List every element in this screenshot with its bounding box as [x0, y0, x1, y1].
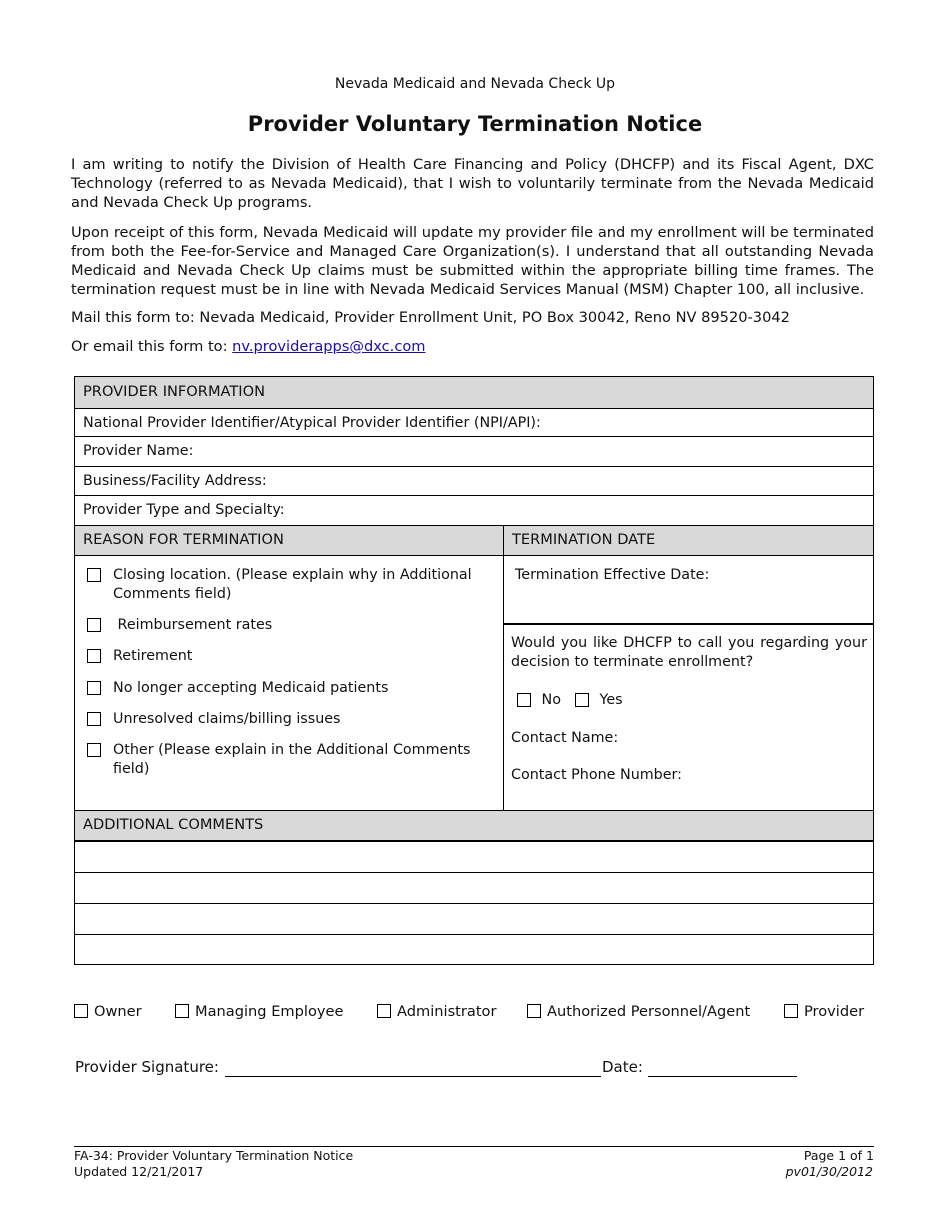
intro-paragraph-1: I am writing to notify the Division of Health Care Financing and Policy (DHCFP) and its Fiscal Agent, DXC Technology (referred to as Nevada Medicaid), that I wish to voluntarily terminate from the Nevada Medicaid and Nevada Check Up programs. [71, 156, 874, 211]
termination-date-heading: TERMINATION DATE [504, 526, 873, 555]
provider-name-field[interactable]: Provider Name: [83, 443, 194, 459]
checkbox[interactable] [517, 693, 531, 707]
checkbox[interactable] [87, 568, 101, 582]
comments-heading: ADDITIONAL COMMENTS [75, 811, 873, 840]
reason-heading: REASON FOR TERMINATION [75, 526, 503, 555]
checkbox[interactable] [87, 712, 101, 726]
version-code: pv01/30/2012 [785, 1164, 873, 1179]
call-option-yes[interactable]: Yes [575, 691, 623, 710]
email-instructions [71, 338, 426, 355]
role-provider[interactable]: Provider [784, 1003, 864, 1020]
call-option-no[interactable]: No [517, 691, 561, 710]
termination-form [74, 376, 874, 965]
provider-info-heading: PROVIDER INFORMATION [75, 377, 873, 408]
email-label: Or email this form to: [71, 338, 233, 355]
contact-phone-field[interactable]: Contact Phone Number: [511, 767, 682, 783]
checkbox[interactable] [784, 1004, 798, 1018]
call-question: Would you like DHCFP to call you regarding your decision to terminate enrollment? [511, 635, 867, 670]
contact-name-field[interactable]: Contact Name: [511, 730, 619, 746]
updated-date: Updated 12/21/2017 [74, 1164, 204, 1179]
provider-type-field[interactable]: Provider Type and Specialty: [83, 502, 285, 518]
signature-line[interactable] [225, 1076, 601, 1077]
mail-instructions: Mail this form to: Nevada Medicaid, Provider Enrollment Unit, PO Box 30042, Reno NV 89520-3042 [71, 309, 790, 326]
page-number: Page 1 of 1 [803, 1148, 874, 1163]
checkbox[interactable] [175, 1004, 189, 1018]
checkbox[interactable] [87, 649, 101, 663]
role-authorized-personnel[interactable]: Authorized Personnel/Agent [527, 1003, 750, 1020]
reason-option-other[interactable]: Other (Please explain in the Additional Comments field) [87, 741, 483, 779]
comment-line[interactable] [75, 935, 873, 964]
reason-option-no-medicaid[interactable]: No longer accepting Medicaid patients [87, 679, 483, 698]
page-title: Provider Voluntary Termination Notice [247, 112, 703, 136]
reason-option-closing-location[interactable]: Closing location. (Please explain why in Additional Comments field) [87, 566, 483, 604]
comment-line[interactable] [75, 873, 873, 903]
date-line[interactable] [648, 1076, 797, 1077]
comment-line[interactable] [75, 842, 873, 872]
reason-option-unresolved-claims[interactable]: Unresolved claims/billing issues [87, 710, 483, 729]
date-label: Date: [602, 1058, 643, 1076]
reason-option-retirement[interactable]: Retirement [87, 647, 483, 666]
checkbox[interactable] [87, 618, 101, 632]
comment-line[interactable] [75, 904, 873, 934]
checkbox[interactable] [527, 1004, 541, 1018]
role-owner[interactable]: Owner [74, 1003, 142, 1020]
reason-option-reimbursement[interactable]: Reimbursement rates [87, 616, 483, 635]
checkbox[interactable] [87, 681, 101, 695]
agency-name: Nevada Medicaid and Nevada Check Up [334, 76, 616, 92]
effective-date-field[interactable]: Termination Effective Date: [515, 567, 710, 583]
address-field[interactable]: Business/Facility Address: [83, 473, 267, 489]
form-id: FA-34: Provider Voluntary Termination Notice [74, 1148, 354, 1163]
footer-rule [74, 1146, 874, 1147]
checkbox[interactable] [575, 693, 589, 707]
checkbox[interactable] [87, 743, 101, 757]
npi-field[interactable]: National Provider Identifier/Atypical Provider Identifier (NPI/API): [83, 415, 541, 431]
role-managing-employee[interactable]: Managing Employee [175, 1003, 343, 1020]
intro-paragraph-2: Upon receipt of this form, Nevada Medicaid will update my provider file and my enrollment will be terminated from both the Fee-for-Service and Managed Care Organization(s). I understand that all outstanding Nevada Medicaid and Nevada Check Up claims must be submitted within the appropriate billing time frames. The termination request must be in line with Nevada Medicaid Services Manual (MSM) Chapter 100, all inclusive. [71, 224, 874, 298]
role-administrator[interactable]: Administrator [377, 1003, 496, 1020]
email-link[interactable]: nv.providerapps@dxc.com [232, 338, 426, 355]
checkbox[interactable] [377, 1004, 391, 1018]
signature-label: Provider Signature: [75, 1058, 219, 1076]
checkbox[interactable] [74, 1004, 88, 1018]
